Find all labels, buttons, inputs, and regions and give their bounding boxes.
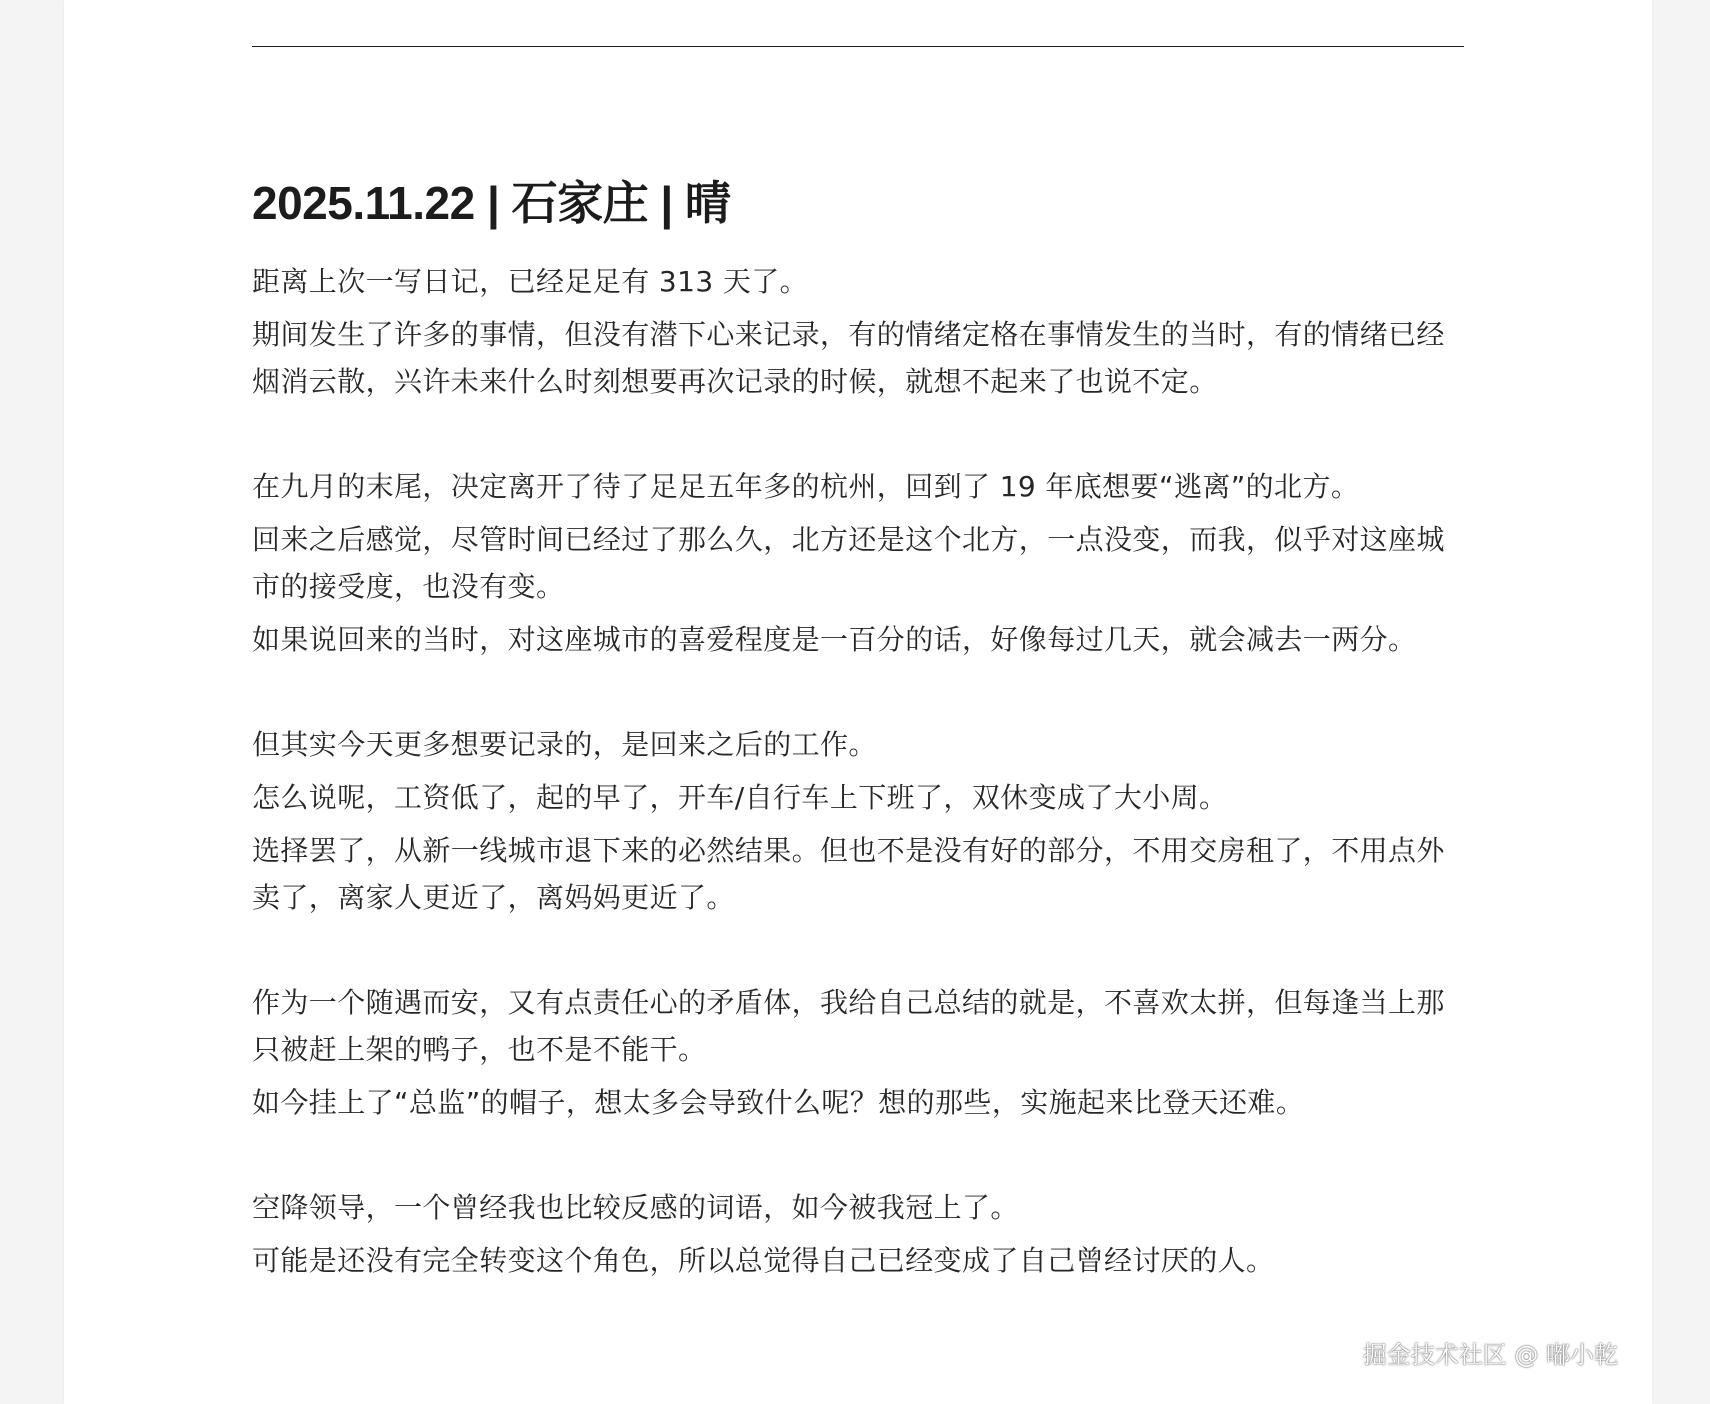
diary-entry-title: 2025.11.22 | 石家庄 | 晴 [252,177,731,229]
paragraph [252,463,1464,663]
paragraph-line: 怎么说呢，工资低了，起的早了，开车/自行车上下班了，双休变成了大小周。 [252,781,1228,814]
paragraph-line: 如果说回来的当时，对这座城市的喜爱程度是一百分的话，好像每过几天，就会减去一两分。 [252,623,1417,656]
paragraph [252,1184,1464,1284]
juejin-watermark: 掘金技术社区 @ 嘟小乾 [1362,1341,1618,1369]
paragraph-line: 作为一个随遇而安，又有点责任心的矛盾体，我给自己总结的就是，不喜欢太拼，但每逢当上那只被赶上架的鸭子，也不是不能干。 [252,986,1445,1066]
top-divider [252,46,1464,47]
paragraph-line: 但其实今天更多想要记录的，是回来之后的工作。 [252,728,877,761]
paragraph [252,258,1464,405]
paragraph [252,979,1464,1126]
diary-entry-body [252,258,1464,1284]
paragraph [252,721,1464,921]
paragraph-line: 期间发生了许多的事情，但没有潜下心来记录，有的情绪定格在事情发生的当时，有的情绪已经烟消云散，兴许未来什么时刻想要再次记录的时候，就想不起来了也说不定。 [252,318,1445,398]
paragraph-line: 回来之后感觉，尽管时间已经过了那么久，北方还是这个北方，一点没变，而我，似乎对这座城市的接受度，也没有变。 [252,523,1445,603]
paragraph-line: 空降领导，一个曾经我也比较反感的词语，如今被我冠上了。 [252,1191,1019,1224]
paragraph-line: 在九月的末尾，决定离开了待了足足五年多的杭州，回到了 19 年底想要“逃离”的北方。 [252,470,1360,503]
document-page [64,0,1652,1404]
paragraph-line: 如今挂上了“总监”的帽子，想太多会导致什么呢？想的那些，实施起来比登天还难。 [252,1086,1305,1119]
paragraph-line: 可能是还没有完全转变这个角色，所以总觉得自己已经变成了自己曾经讨厌的人。 [252,1244,1275,1277]
paragraph-line: 距离上次一写日记，已经足足有 313 天了。 [252,265,809,298]
paragraph-line: 选择罢了，从新一线城市退下来的必然结果。但也不是没有好的部分，不用交房租了，不用点外卖了，离家人更近了，离妈妈更近了。 [252,834,1445,914]
